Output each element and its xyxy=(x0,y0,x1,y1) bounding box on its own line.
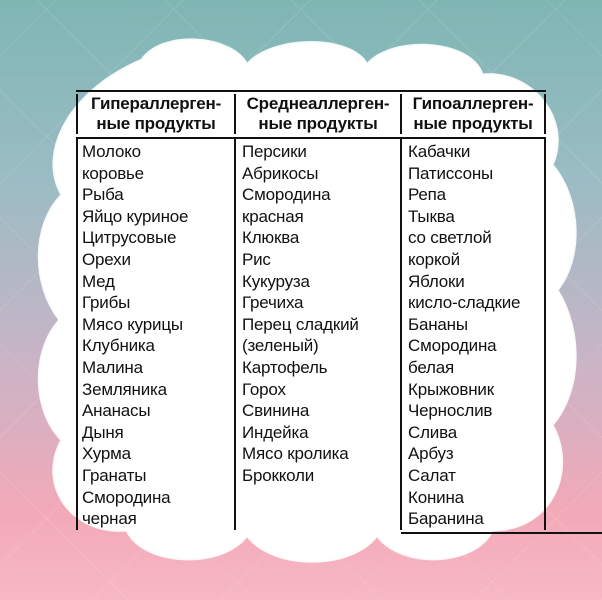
list-item: Кукуруза xyxy=(242,271,310,291)
list-item: со светлой xyxy=(408,228,492,248)
header-medium-allergenic: Среднеаллерген- ные продукты xyxy=(234,94,400,134)
list-item: Патиссоны xyxy=(408,163,494,183)
list-item: Кабачки xyxy=(408,142,471,161)
list-item: Персики xyxy=(242,142,307,161)
list-item: Клубника xyxy=(82,336,155,356)
list-item: Индейка xyxy=(242,422,309,442)
column-medium-allergenic xyxy=(234,139,400,530)
list-item: Горох xyxy=(242,379,286,399)
list-item: Смородина xyxy=(82,487,171,507)
list-item: Баранина xyxy=(408,509,484,529)
list-item: Ананасы xyxy=(82,401,151,421)
list-item: Крыжовник xyxy=(408,379,494,399)
list-item: Конина xyxy=(408,487,464,507)
list-item: Брокколи xyxy=(242,465,315,485)
list-item: Яйцо куриное xyxy=(82,206,189,226)
list-item: Дыня xyxy=(82,422,124,442)
list-item: Молоко xyxy=(82,142,141,161)
list-item: Тыква xyxy=(408,206,455,226)
list-item: кисло-сладкие xyxy=(408,293,521,313)
header-hypoallergenic: Гипоаллерген- ные продукты xyxy=(400,94,546,134)
list-item: Слива xyxy=(408,422,457,442)
list-item: Чернослив xyxy=(408,401,493,421)
list-item: Рис xyxy=(242,249,271,269)
list-item: Грибы xyxy=(82,293,131,313)
list-item: Мясо кролика xyxy=(242,444,349,464)
list-item: Абрикосы xyxy=(242,163,319,183)
allergen-table xyxy=(76,90,546,530)
table-bottom-border xyxy=(401,532,602,534)
header-hyperallergenic: Гипераллерген- ные продукты xyxy=(76,94,234,134)
column-hyperallergenic xyxy=(76,139,234,530)
list-item: Яблоки xyxy=(408,271,465,291)
list-item: красная xyxy=(242,206,304,226)
list-item: Смородина xyxy=(408,336,497,356)
list-item: Свинина xyxy=(242,401,310,421)
list-item: Орехи xyxy=(82,249,131,269)
list-item: Малина xyxy=(82,357,143,377)
list-item: Рыба xyxy=(82,185,124,205)
list-item: Цитрусовые xyxy=(82,228,177,248)
table-header-row xyxy=(76,90,546,139)
list-item: Арбуз xyxy=(408,444,454,464)
list-item: Мед xyxy=(82,271,115,291)
list-item: Клюква xyxy=(242,228,300,248)
list-item: черная xyxy=(82,509,137,529)
column-hypoallergenic xyxy=(400,139,546,530)
list-item: Репа xyxy=(408,185,446,205)
list-item: Картофель xyxy=(242,357,328,377)
list-item: Бананы xyxy=(408,314,468,334)
table-body xyxy=(76,139,546,530)
list-item: Земляника xyxy=(82,379,167,399)
list-item: Смородина xyxy=(242,185,331,205)
list-item: белая xyxy=(408,357,455,377)
list-item: коровье xyxy=(82,163,144,183)
list-item: Гранаты xyxy=(82,465,147,485)
list-item: (зеленый) xyxy=(242,336,319,356)
list-item: Хурма xyxy=(82,444,131,464)
list-item: коркой xyxy=(408,249,460,269)
list-item: Перец сладкий xyxy=(242,314,359,334)
list-item: Салат xyxy=(408,465,456,485)
list-item: Мясо курицы xyxy=(82,314,183,334)
list-item: Гречиха xyxy=(242,293,304,313)
